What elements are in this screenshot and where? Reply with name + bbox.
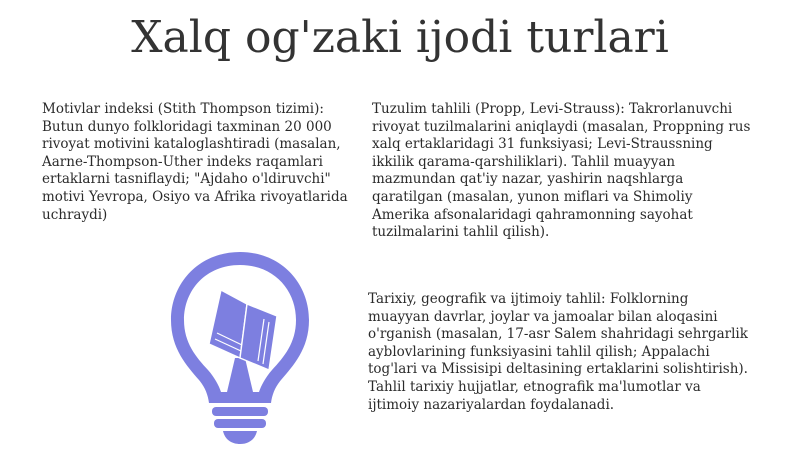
lightbulb-book-icon bbox=[165, 246, 315, 446]
page-title: Xalq og'zaki ijodi turlari bbox=[131, 12, 669, 63]
text-block-structural-analysis: Tuzulim tahlili (Propp, Levi-Strauss): Takrorlanuvchi rivoyat tuzilmalarini aniqlaydi (masalan, Proppning rus xalq ertaklaridagi 31 funksiyasi; Levi-Straussning ikkilik qarama-qarshiliklari). Tahlil muayyan mazmundan qat'iy nazar, yashirin naqshlarga qaratilgan (masalan, yunon miflari va Shimoliy Amerika afsonalaridagi qahramonning sayohat tuzilmalarini tahlil qilish). bbox=[372, 101, 751, 241]
text-block-historical-analysis: Tarixiy, geografik va ijtimoiy tahlil: Folklorning muayyan davrlar, joylar va jamoalar bilan aloqasini o'rganish (masalan, 17-asr Salem shahridagi sehrgarlik ayblovlarining funksiyasini tahlil qilish; Appalachi tog'lari va Missisipi deltasining ertaklarini solishtirish). Tahlil tarixiy hujjatlar, etnografik ma'lumotlar va ijtimoiy nazariyalardan foydalanadi. bbox=[368, 291, 748, 413]
text-block-motif-index: Motivlar indeksi (Stith Thompson tizimi): Butun dunyo folkloridagi taxminan 20 000 rivoyat motivini kataloglashtiradi (masalan, Aarne-Thompson-Uther indeks raqamlari ertaklarni tasniflaydi; "Ajdaho o'ldiruvchi" motivi Yevropa, Osiyo va Afrika rivoyatlarida uchraydi) bbox=[42, 101, 348, 223]
